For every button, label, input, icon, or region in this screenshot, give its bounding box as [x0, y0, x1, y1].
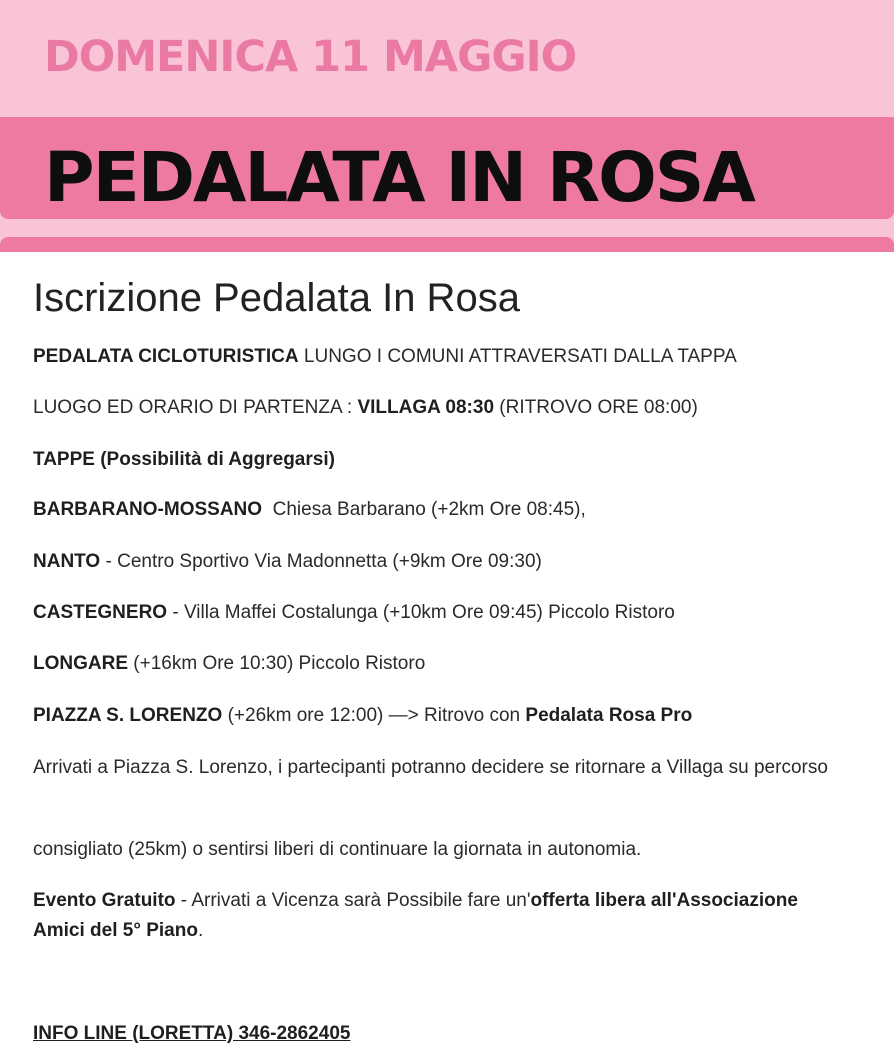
description-bold: PIAZZA S. LORENZO — [33, 705, 223, 726]
description-line-9 — [33, 753, 833, 783]
description-text: (+16km Ore 10:30) Piccolo Ristoro — [128, 653, 426, 674]
description-line-2 — [33, 393, 863, 423]
description-line-8 — [33, 701, 863, 731]
description-text: Chiesa Barbarano (+2km Ore 08:45), — [262, 499, 586, 520]
description-bold: BARBARANO-MOSSANO — [33, 499, 263, 520]
banner-date: DOMENICA 11 MAGGIO — [44, 32, 577, 82]
description-text: - Centro Sportivo Via Madonnetta (+9km Ore 09:30) — [100, 551, 542, 572]
description-bold: offerta libera all'Associazione Amici del 5° Piano — [33, 890, 798, 941]
description-text: . — [197, 920, 204, 941]
description-bold: NANTO — [33, 551, 101, 572]
banner-bottom-bar — [0, 237, 894, 252]
description-text: - Villa Maffei Costalunga (+10km Ore 09:45) Piccolo Ristoro — [167, 602, 675, 623]
description-bold: CASTEGNERO — [33, 602, 168, 623]
description-bold: Evento Gratuito — [33, 890, 176, 911]
description-bold: TAPPE (Possibilità di Aggregarsi) — [33, 449, 335, 470]
description-line-5 — [33, 547, 863, 577]
description-text: LUOGO ED ORARIO DI PARTENZA : — [33, 397, 358, 418]
header-banner — [0, 0, 894, 252]
description-line-10 — [33, 835, 863, 865]
description-bold: LONGARE — [33, 653, 128, 674]
description-bold: PEDALATA CICLOTURISTICA — [33, 346, 299, 367]
info-line-link[interactable]: INFO LINE (LORETTA) 346-2862405 — [33, 1023, 351, 1044]
description-line-7 — [33, 649, 863, 679]
description-text: consigliato (25km) o sentirsi liberi di continuare la giornata in autonomia. — [33, 839, 642, 860]
description-text: LUNGO I COMUNI ATTRAVERSATI DALLA TAPPA — [298, 346, 737, 367]
banner-title: PEDALATA IN ROSA — [44, 138, 754, 218]
description-line-11 — [33, 886, 833, 946]
description-text: (+26km ore 12:00) —> Ritrovo con — [222, 705, 526, 726]
description-text: Arrivati a Piazza S. Lorenzo, i partecipanti potranno decidere se ritornare a Villaga su percorso — [33, 757, 828, 778]
description-bold: Pedalata Rosa Pro — [525, 705, 693, 726]
description-line-1 — [33, 342, 863, 372]
description-line-3 — [33, 445, 863, 475]
description-line-4 — [33, 495, 863, 525]
page-title: Iscrizione Pedalata In Rosa — [33, 276, 520, 320]
description-line-6 — [33, 598, 863, 628]
description-bold: VILLAGA 08:30 — [357, 397, 495, 418]
description-text: (RITROVO ORE 08:00) — [494, 397, 698, 418]
description-text: - Arrivati a Vicenza sarà Possibile fare un' — [175, 890, 531, 911]
